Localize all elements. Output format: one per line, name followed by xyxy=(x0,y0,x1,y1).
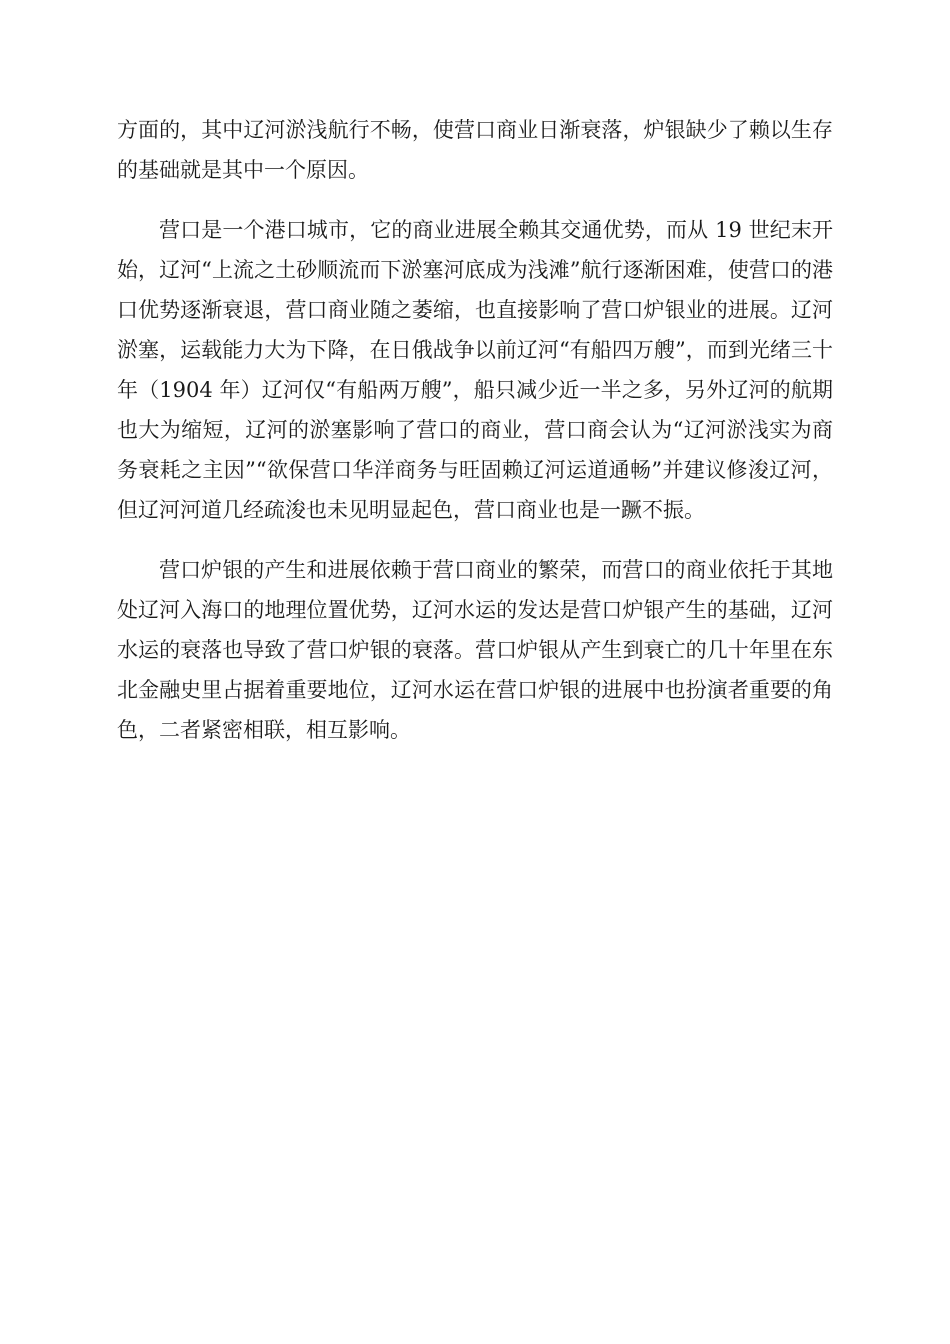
paragraph-2: 营口是一个港口城市，它的商业进展全赖其交通优势，而从 19 世纪末开始，辽河“上流之土砂顺流而下淤塞河底成为浅滩”航行逐渐困难，使营口的港口优势逐渐衰退，营口商业随之萎缩，也直接影响了营口炉银业的进展。辽河淤塞，运载能力大为下降，在日俄战争以前辽河“有船四万艘”，而到光绪三十年（1904 年）辽河仅“有船两万艘”，船只减少近一半之多，另外辽河的航期也大为缩短，辽河的淤塞影响了营口的商业，营口商会认为“辽河淤浅实为商务衰耗之主因”“欲保营口华洋商务与旺固赖辽河运道通畅”并建议修浚辽河，但辽河河道几经疏浚也未见明显起色，营口商业也是一蹶不振。 xyxy=(117,218,833,522)
paragraph-1: 方面的，其中辽河淤浅航行不畅，使营口商业日渐衰落，炉银缺少了赖以生存的基础就是其中一个原因。 xyxy=(117,118,833,182)
paragraph-3: 营口炉银的产生和进展依赖于营口商业的繁荣，而营口的商业依托于其地处辽河入海口的地理位置优势，辽河水运的发达是营口炉银产生的基础，辽河水运的衰落也导致了营口炉银的衰落。营口炉银从产生到衰亡的几十年里在东北金融史里占据着重要地位，辽河水运在营口炉银的进展中也扮演者重要的角色，二者紧密相联，相互影响。 xyxy=(117,558,833,742)
document-body xyxy=(117,110,833,770)
